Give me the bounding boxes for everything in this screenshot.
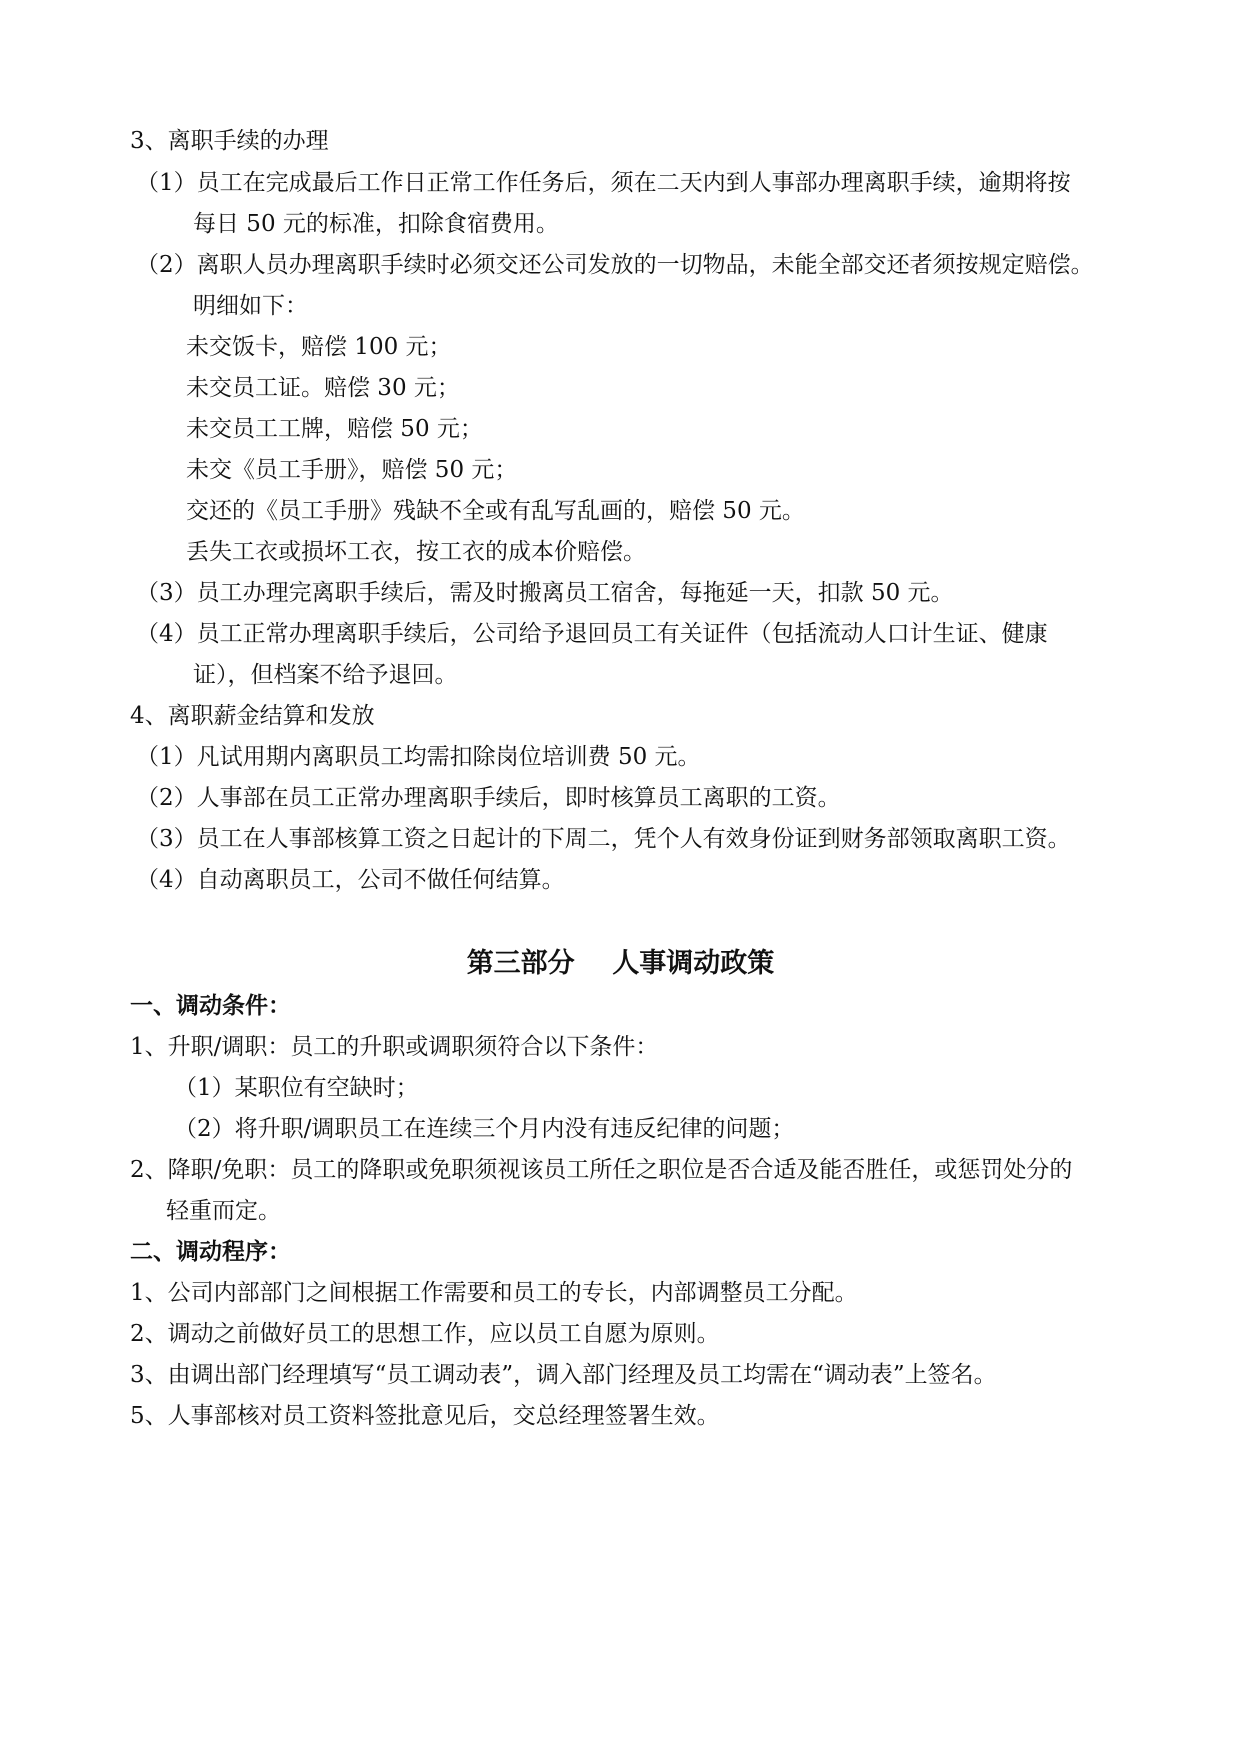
paragraph-item: （4）自动离职员工，公司不做任何结算。 — [136, 867, 565, 893]
paragraph: 1、升职/调职：员工的升职或调职须符合以下条件： — [130, 1034, 659, 1060]
paragraph-item: （1）凡试用期内离职员工均需扣除岗位培训费 50 元。 — [136, 744, 701, 770]
paragraph-item: （3）员工办理完离职手续后，需及时搬离员工宿舍，每拖延一天，扣款 50 元。 — [136, 580, 954, 606]
list-item: 未交《员工手册》，赔偿 50 元； — [186, 457, 518, 483]
list-item: 未交员工工牌，赔偿 50 元； — [186, 416, 483, 442]
section-heading-resignation-procedure: 3、离职手续的办理 — [130, 128, 329, 154]
paragraph-item: （1）员工在完成最后工作日正常工作任务后，须在二天内到人事部办理离职手续，逾期将按 — [136, 170, 1071, 196]
paragraph-item: （2）将升职/调职员工在连续三个月内没有违反纪律的问题； — [174, 1116, 795, 1142]
paragraph-item-continued: 明细如下： — [193, 293, 308, 319]
list-item: 未交饭卡，赔偿 100 元； — [186, 334, 452, 360]
paragraph-item: （2）离职人员办理离职手续时必须交还公司发放的一切物品，未能全部交还者须按规定赔偿。 — [136, 252, 1094, 278]
paragraph-item: （4）员工正常办理离职手续后，公司给予退回员工有关证件（包括流动人口计生证、健康 — [136, 621, 1048, 647]
paragraph: 2、调动之前做好员工的思想工作，应以员工自愿为原则。 — [130, 1321, 720, 1347]
section-heading-transfer-procedure: 二、调动程序： — [130, 1238, 291, 1265]
section-heading-resignation-pay: 4、离职薪金结算和发放 — [130, 703, 375, 729]
list-item: 交还的《员工手册》残缺不全或有乱写乱画的，赔偿 50 元。 — [186, 498, 805, 524]
section-heading-transfer-conditions: 一、调动条件： — [130, 992, 291, 1019]
paragraph-continued: 轻重而定。 — [166, 1198, 281, 1224]
paragraph-item-continued: 每日 50 元的标准，扣除食宿费用。 — [193, 211, 559, 237]
paragraph: 2、降职/免职：员工的降职或免职须视该员工所任之职位是否合适及能否胜任，或惩罚处分的 — [130, 1157, 1073, 1183]
list-item: 丢失工衣或损坏工衣，按工衣的成本价赔偿。 — [186, 539, 646, 565]
paragraph-item-continued: 证），但档案不给予退回。 — [193, 662, 458, 688]
paragraph: 5、人事部核对员工资料签批意见后，交总经理签署生效。 — [130, 1403, 720, 1429]
list-item: 未交员工证。赔偿 30 元； — [186, 375, 460, 401]
paragraph: 1、公司内部部门之间根据工作需要和员工的专长，内部调整员工分配。 — [130, 1280, 858, 1306]
paragraph-item: （2）人事部在员工正常办理离职手续后，即时核算员工离职的工资。 — [136, 785, 841, 811]
paragraph-item: （3）员工在人事部核算工资之日起计的下周二，凭个人有效身份证到财务部领取离职工资。 — [136, 826, 1071, 852]
part-title: 第三部分 人事调动政策 — [466, 948, 775, 979]
paragraph-item: （1）某职位有空缺时； — [174, 1075, 419, 1101]
paragraph: 3、由调出部门经理填写“员工调动表”，调入部门经理及员工均需在“调动表”上签名。 — [130, 1362, 997, 1388]
